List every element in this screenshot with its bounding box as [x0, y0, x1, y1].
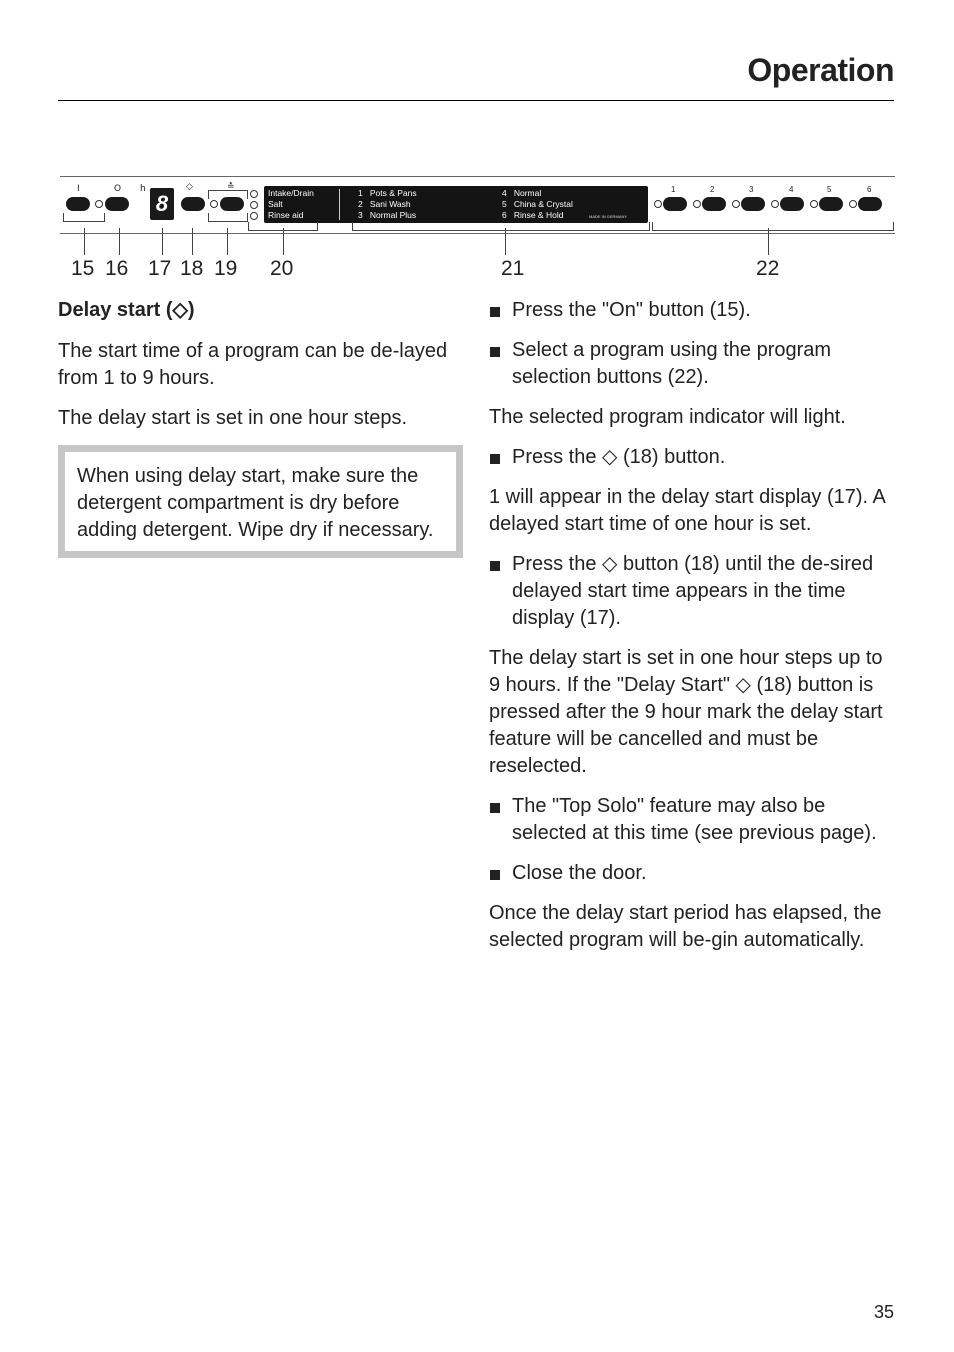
leader-line-22 — [768, 228, 769, 255]
leader-line-16 — [119, 228, 120, 255]
salt-label: Salt — [268, 199, 283, 209]
leader-line-15 — [84, 228, 85, 255]
program-number-5: 5 — [827, 185, 832, 194]
hours-symbol: h — [140, 184, 146, 194]
program-number-4: 4 — [789, 185, 794, 194]
bullet-square — [490, 307, 500, 317]
program-led-3 — [732, 200, 740, 208]
program-list-left — [358, 188, 417, 221]
control-panel-diagram — [60, 176, 895, 234]
lcd-divider — [339, 189, 340, 220]
callout-19: 19 — [214, 257, 238, 280]
on-off-bracket — [63, 213, 105, 222]
program-button-6[interactable] — [858, 197, 882, 211]
callout-21: 21 — [501, 257, 525, 280]
delay-start-icon: ◇ — [186, 182, 193, 192]
top-solo-icon: ≛ — [227, 182, 235, 192]
rinse-aid-label: Rinse aid — [268, 210, 304, 220]
header-rule — [58, 100, 894, 101]
intake-led — [250, 190, 258, 198]
note-box — [58, 445, 463, 558]
salt-led — [250, 201, 258, 209]
leader-line-20 — [283, 228, 284, 255]
program-item: 4 Normal — [502, 188, 542, 198]
on-symbol: I — [77, 184, 80, 194]
intro-paragraph: The start time of a program can be de-layed from 1 to 9 hours. — [58, 340, 448, 389]
program-led-6 — [849, 200, 857, 208]
panel-top-edge — [60, 176, 895, 177]
bullet-item: Select a program using the program selection buttons (22). — [489, 337, 899, 391]
program-button-2[interactable] — [702, 197, 726, 211]
program-item: 2 Sani Wash — [358, 199, 411, 209]
bullet-square — [490, 454, 500, 464]
delay-start-button[interactable] — [181, 197, 205, 211]
program-item: 1 Pots & Pans — [358, 188, 417, 198]
program-list-right — [502, 188, 573, 221]
on-button[interactable] — [66, 197, 90, 211]
program-button-1[interactable] — [663, 197, 687, 211]
callout-20: 20 — [270, 257, 294, 280]
program-button-4[interactable] — [780, 197, 804, 211]
program-item: 6 Rinse & Hold — [502, 210, 564, 220]
indicator-labels — [268, 188, 314, 221]
rinse-aid-led — [250, 212, 258, 220]
callout-16: 16 — [105, 257, 129, 280]
program-led-1 — [654, 200, 662, 208]
page-number: 35 — [873, 1302, 894, 1322]
program-led-2 — [693, 200, 701, 208]
program-display-panel — [264, 186, 648, 223]
top-solo-bracket-top — [208, 190, 248, 199]
callout-15: 15 — [71, 257, 95, 280]
steps-paragraph: The delay start is set in one hour steps. — [58, 407, 408, 429]
leader-line-18 — [192, 228, 193, 255]
made-in-label: MADE IN GERMANY — [589, 214, 628, 219]
top-solo-bracket-bottom — [208, 213, 248, 222]
bullet-item: The "Top Solo" feature may also be selected at this time (see previous page). — [489, 793, 899, 847]
paragraph: Once the delay start period has elapsed, the selected program will be-gin automatically. — [489, 902, 882, 951]
note-text: When using delay start, make sure the detergent compartment is dry before adding detergent. Wipe dry if necessary. — [77, 465, 434, 541]
top-solo-button[interactable] — [220, 197, 244, 211]
program-item: 5 China & Crystal — [502, 199, 573, 209]
left-column — [58, 297, 463, 558]
program-button-3[interactable] — [741, 197, 765, 211]
section-heading: Delay start (◇) — [58, 299, 195, 321]
program-number-1: 1 — [671, 185, 676, 194]
bullet-item: Press the ◇ (18) button. — [489, 444, 899, 471]
program-buttons-bracket — [652, 222, 894, 231]
display-bracket — [352, 222, 650, 231]
right-column — [489, 297, 899, 967]
bullet-square — [490, 870, 500, 880]
panel-bottom-edge — [60, 233, 895, 234]
program-led-4 — [771, 200, 779, 208]
top-solo-led — [210, 200, 218, 208]
program-number-2: 2 — [710, 185, 715, 194]
bullet-item: Close the door. — [489, 860, 899, 887]
paragraph: 1 will appear in the delay start display (17). A delayed start time of one hour is set. — [489, 486, 885, 535]
callout-22: 22 — [756, 257, 780, 280]
leader-line-21 — [505, 228, 506, 255]
leader-line-19 — [227, 228, 228, 255]
program-number-3: 3 — [749, 185, 754, 194]
page-title: Operation — [747, 52, 894, 88]
bullet-square — [490, 561, 500, 571]
bullet-item: Press the ◇ button (18) until the de-sired delayed start time appears in the time display (17). — [489, 551, 899, 632]
callout-18: 18 — [180, 257, 204, 280]
program-number-6: 6 — [867, 185, 872, 194]
program-led-5 — [810, 200, 818, 208]
program-button-5[interactable] — [819, 197, 843, 211]
bullet-item: Press the "On" button (15). — [489, 297, 899, 324]
paragraph: The selected program indicator will light. — [489, 406, 846, 428]
off-symbol: O — [114, 184, 122, 194]
bullet-square — [490, 803, 500, 813]
paragraph: The delay start is set in one hour steps up to 9 hours. If the "Delay Start" ◇ (18) button is pressed after the 9 hour mark the delay start feature will be cancelled and must be reselected. — [489, 647, 883, 777]
on-led — [95, 200, 103, 208]
program-item: 3 Normal Plus — [358, 210, 417, 220]
leader-line-17 — [162, 228, 163, 255]
off-button[interactable] — [105, 197, 129, 211]
delay-start-display: 8 — [150, 188, 174, 220]
intake-drain-label: Intake/Drain — [268, 188, 314, 198]
callout-17: 17 — [148, 257, 172, 280]
bullet-square — [490, 347, 500, 357]
